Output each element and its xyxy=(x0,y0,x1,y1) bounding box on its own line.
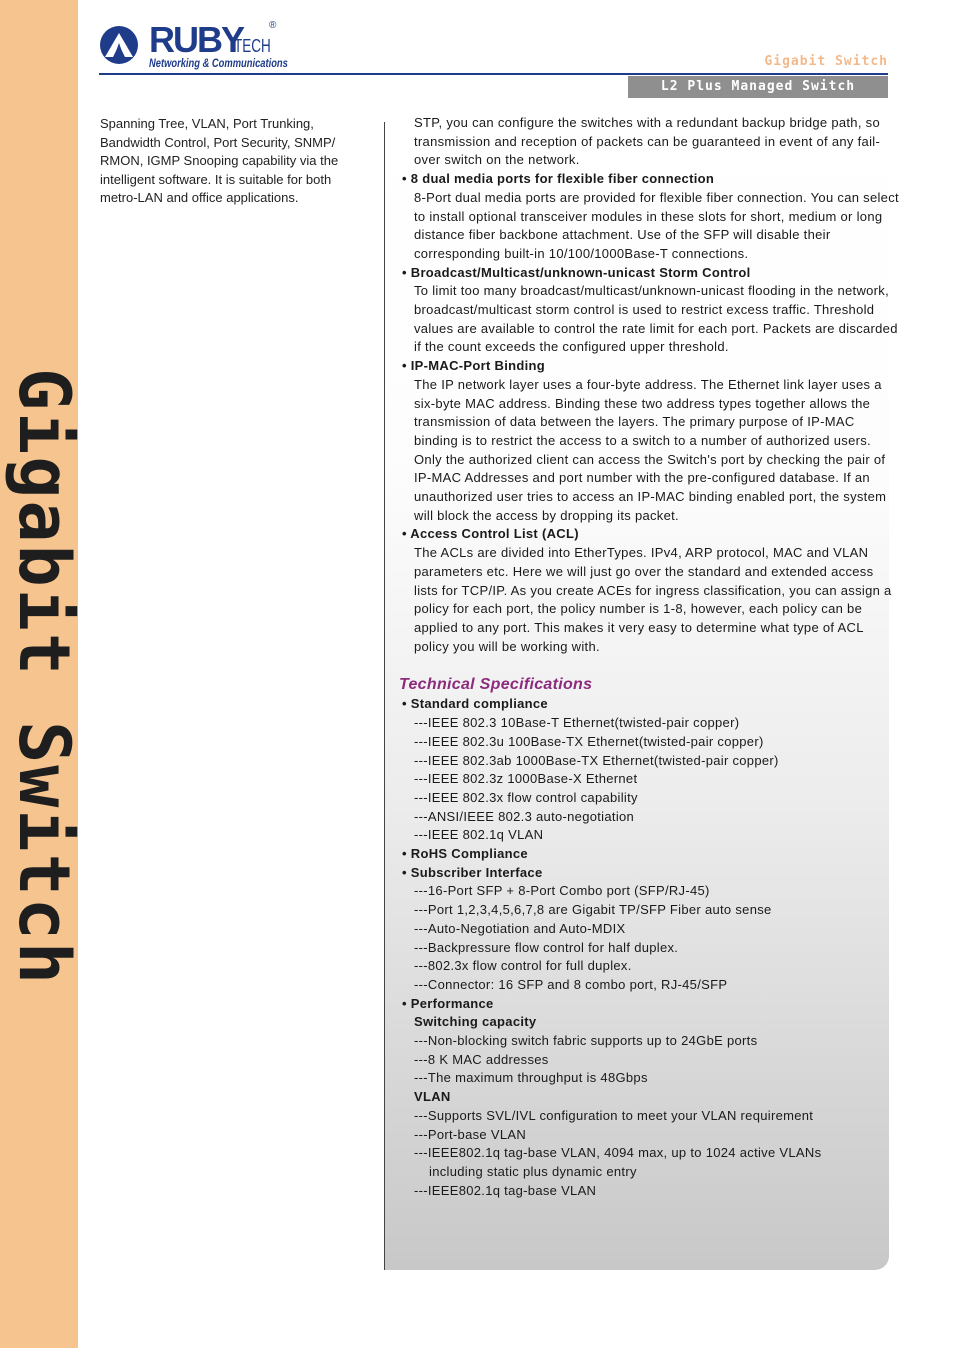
spec-item: ---16-Port SFP + 8-Port Combo port (SFP/RJ-45) xyxy=(414,883,710,899)
spec-item: ---IEEE802.1q tag-base VLAN, 4094 max, up to 1024 active VLANs xyxy=(414,1145,822,1161)
stp-paragraph: STP, you can configure the switches with a redundant backup bridge path, so transmission and reception of packets can be guaranteed in event of any fail-over switch on the network. xyxy=(414,115,881,168)
spec-rohs-title: • RoHS Compliance xyxy=(402,846,528,862)
spec-item: ---Port-base VLAN xyxy=(414,1126,527,1142)
spec-item: ---IEEE 802.1q VLAN xyxy=(414,827,544,843)
spec-item: ---Non-blocking switch fabric supports up to 24GbE ports xyxy=(414,1033,758,1049)
specs-heading: Technical Specifications xyxy=(399,676,593,694)
spec-item-continued: including static plus dynamic entry xyxy=(429,1163,637,1179)
spec-item: ---IEEE 802.3ab 1000Base-TX Ethernet(twisted-pair copper) xyxy=(414,752,779,768)
vertical-title-text: Gigabit Switch xyxy=(3,367,86,987)
spec-standard-title: • Standard compliance xyxy=(402,696,548,712)
spec-item: ---802.3x flow control for full duplex. xyxy=(414,958,632,974)
header-rule xyxy=(99,73,888,75)
spec-vlan-title: VLAN xyxy=(414,1089,451,1105)
feature-title: • Broadcast/Multicast/unknown-unicast Storm Control xyxy=(402,264,751,280)
spec-item: ---IEEE802.1q tag-base VLAN xyxy=(414,1182,597,1198)
spec-item: ---Backpressure flow control for half duplex. xyxy=(414,939,679,955)
spec-item: ---Connector: 16 SFP and 8 combo port, RJ-45/SFP xyxy=(414,976,728,992)
feature-title: • Access Control List (ACL) xyxy=(402,526,579,542)
registered-mark: ® xyxy=(269,20,277,31)
feature-title: • IP-MAC-Port Binding xyxy=(402,358,545,374)
logo-tagline: Networking & Communications xyxy=(149,56,288,70)
spec-item: ---IEEE 802.3 10Base-T Ethernet(twisted-pair copper) xyxy=(414,715,740,731)
spec-item: ---IEEE 802.3u 100Base-TX Ethernet(twisted-pair copper) xyxy=(414,733,764,749)
spec-item: ---ANSI/IEEE 802.3 auto-negotiation xyxy=(414,808,635,824)
vertical-title xyxy=(3,342,86,1012)
spec-item: ---8 K MAC addresses xyxy=(414,1051,549,1067)
feature-body: 8-Port dual media ports are provided for flexible fiber connection. You can select to install optional transceiver modules in these slots for short, medium or long distance fiber backbone attachment. Use of the SFP will disable their corresponding built-in 10/100/1000Base-T connections. xyxy=(414,189,899,261)
model-badge: L2 Plus Managed Switch xyxy=(628,76,888,98)
intro-text: Spanning Tree, VLAN, Port Trunking, Bandwidth Control, Port Security, SNMP/ RMON, IGMP Snooping capability via the intelligent software. It is suitable for both metro-LAN and office applications. xyxy=(100,116,339,206)
product-line: Gigabit Switch xyxy=(764,54,888,69)
feature-body: To limit too many broadcast/multicast/unknown-unicast flooding in the network, broadcast/multicast storm control is used to restrict excess traffic. Threshold values are available to control the rate limit for each port. Packets are discarded if the count exceeds the configured upper threshold. xyxy=(414,283,898,355)
spec-subscriber-title: • Subscriber Interface xyxy=(402,864,543,880)
spec-item: ---IEEE 802.3z 1000Base-X Ethernet xyxy=(414,771,638,787)
spec-performance-title: • Performance xyxy=(402,995,494,1011)
spec-item: ---Port 1,2,3,4,5,6,7,8 are Gigabit TP/SFP Fiber auto sense xyxy=(414,902,772,918)
logo-tech-text: TECH xyxy=(234,36,271,56)
spec-item: ---The maximum throughput is 48Gbps xyxy=(414,1070,648,1086)
spec-item: ---IEEE 802.3x flow control capability xyxy=(414,789,638,805)
intro-column xyxy=(100,115,370,208)
logo-ruby-text: RUBY xyxy=(149,19,244,60)
spec-item: ---Auto-Negotiation and Auto-MDIX xyxy=(414,920,626,936)
features-column xyxy=(399,114,899,1200)
feature-title: • 8 dual media ports for flexible fiber connection xyxy=(402,171,715,187)
spec-switching-title: Switching capacity xyxy=(414,1014,537,1030)
rubytech-logo xyxy=(99,18,299,74)
feature-body: The ACLs are divided into EtherTypes. IPv4, ARP protocol, MAC and VLAN parameters etc. Here we will just go over the standard and extended access lists for TCP/IP. As you create ACEs for ingress classification, you can assign a policy for each port, the policy number is 1-8, however, each policy can be applied to any port. This makes it very easy to determine what type of ACL policy you will be working with. xyxy=(414,545,892,654)
feature-body: The IP network layer uses a four-byte address. The Ethernet link layer uses a six-byte MAC address. Binding these two address types together allows the transmission of data between the layers. The primary purpose of IP-MAC binding is to restrict the access to a switch to a number of authorized users. Only the authorized client can access the Switch's port by checking the pair of IP-MAC Addresses and port number with the pre-configured database. If an unauthorized user tries to access an IP-MAC binding enabled port, the system will block the access by dropping its packet. xyxy=(414,376,887,523)
spec-item: ---Supports SVL/IVL configuration to meet your VLAN requirement xyxy=(414,1107,814,1123)
logo-mountain-icon xyxy=(99,25,139,65)
